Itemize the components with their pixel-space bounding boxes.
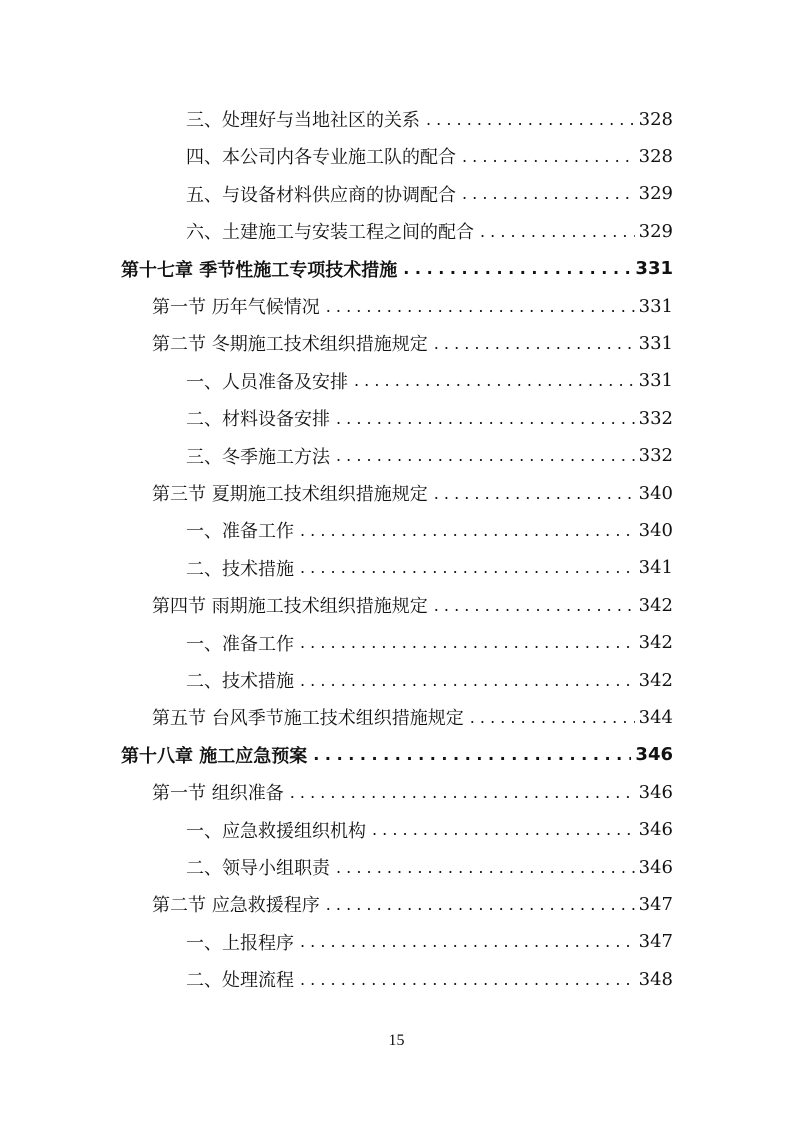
toc-leader-dots (300, 633, 635, 652)
toc-entry-page-number: 346 (635, 744, 673, 766)
toc-entry-page-number: 332 (638, 445, 673, 467)
toc-entry-page-number: 328 (638, 145, 673, 167)
toc-leader-dots (434, 484, 635, 503)
toc-leader-dots (462, 147, 635, 166)
toc-entry-page-number: 347 (638, 893, 673, 915)
toc-entry-title: 一、准备工作 (186, 633, 294, 655)
toc-leader-dots (300, 932, 635, 951)
toc-entry-title: 六、土建施工与安装工程之间的配合 (186, 222, 474, 244)
toc-entry-item (186, 104, 673, 134)
toc-entry-page-number: 348 (638, 968, 673, 990)
toc-entry-item (186, 216, 673, 246)
toc-entry-page-number: 342 (638, 594, 673, 616)
toc-entry-page-number: 347 (638, 931, 673, 953)
toc-entry-page-number: 341 (638, 557, 673, 579)
toc-entry-title: 一、应急救援组织机构 (186, 820, 366, 842)
toc-entry-page-number: 331 (638, 332, 673, 354)
toc-entry-title: 第一节 历年气候情况 (152, 297, 320, 318)
toc-entry-item (186, 964, 673, 994)
toc-entry-title: 第一节 组织准备 (152, 783, 284, 805)
toc-entry-item (186, 179, 673, 209)
toc-leader-dots (300, 671, 635, 690)
toc-entry-page-number: 331 (638, 295, 673, 317)
toc-entry-page-number: 332 (638, 407, 673, 429)
toc-entry-title: 二、技术措施 (186, 558, 294, 580)
toc-entry-title: 二、处理流程 (186, 970, 294, 992)
toc-entry-item (186, 141, 673, 171)
toc-entry-page-number: 331 (638, 370, 673, 392)
toc-leader-dots (354, 371, 635, 390)
toc-leader-dots (300, 521, 635, 540)
toc-entry-title: 三、处理好与当地社区的关系 (186, 110, 420, 131)
toc-entry-chapter (121, 740, 673, 770)
toc-entry-title: 二、材料设备安排 (186, 409, 330, 431)
toc-entry-item (186, 852, 673, 882)
toc-leader-dots (336, 858, 635, 877)
toc-entry-item (186, 927, 673, 957)
toc-entry-page-number: 346 (638, 781, 673, 803)
toc-entry-title: 三、冬季施工方法 (186, 446, 330, 468)
toc-entry-section (152, 777, 673, 807)
toc-entry-chapter (121, 254, 673, 284)
toc-entry-title: 第五节 台风季节施工技术组织措施规定 (152, 708, 464, 730)
toc-entry-item (186, 553, 673, 583)
toc-entry-page-number: 328 (638, 108, 673, 130)
toc-entry-section (152, 328, 673, 358)
toc-entry-title: 二、技术措施 (186, 671, 294, 692)
toc-entry-page-number: 329 (638, 183, 673, 205)
toc-entry-title: 第三节 夏期施工技术组织措施规定 (152, 484, 428, 505)
toc-leader-dots (300, 970, 635, 989)
toc-entry-page-number: 344 (638, 706, 673, 728)
toc-entry-page-number: 340 (638, 519, 673, 541)
toc-leader-dots (434, 596, 635, 615)
toc-entry-section (152, 590, 673, 620)
toc-entry-section (152, 889, 673, 919)
toc-leader-dots (480, 222, 635, 241)
toc-entry-title: 一、准备工作 (186, 521, 294, 543)
toc-entry-title: 四、本公司内各专业施工队的配合 (186, 147, 456, 169)
toc-leader-dots (300, 558, 635, 577)
toc-entry-title: 第十八章 施工应急预案 (121, 745, 308, 767)
toc-entry-section (152, 478, 673, 508)
toc-entry-page-number: 340 (638, 482, 673, 504)
toc-entry-item (186, 366, 673, 396)
toc-leader-dots (290, 783, 635, 802)
toc-entry-title: 第十七章 季节性施工专项技术措施 (121, 259, 398, 281)
toc-entry-title: 一、人员准备及安排 (186, 371, 348, 393)
toc-entry-item (186, 515, 673, 545)
toc-entry-page-number: 346 (638, 819, 673, 841)
toc-entry-title: 五、与设备材料供应商的协调配合 (186, 184, 456, 206)
toc-entry-item (186, 628, 673, 658)
toc-leader-dots (372, 820, 635, 839)
toc-leader-dots (336, 446, 635, 465)
toc-entry-title: 第二节 冬期施工技术组织措施规定 (152, 334, 428, 356)
toc-entry-page-number: 342 (638, 632, 673, 654)
toc-leader-dots (470, 708, 635, 727)
toc-entry-item (186, 665, 673, 695)
toc-leader-dots (403, 259, 631, 278)
toc-leader-dots (326, 297, 635, 316)
toc-entry-page-number: 331 (635, 258, 673, 280)
toc-entry-title: 二、领导小组职责 (186, 858, 330, 879)
toc-leader-dots (434, 334, 635, 353)
toc-entry-title: 第二节 应急救援程序 (152, 895, 320, 917)
toc-entry-item (186, 403, 673, 433)
toc-entry-section (152, 291, 673, 321)
toc-leader-dots (462, 184, 635, 203)
toc-entry-title: 第四节 雨期施工技术组织措施规定 (152, 596, 428, 618)
page-number: 15 (388, 1032, 405, 1049)
toc-entry-page-number: 346 (638, 856, 673, 878)
toc-entry-title: 一、上报程序 (186, 932, 294, 954)
toc-entry-page-number: 342 (638, 669, 673, 691)
toc-entry-section (152, 702, 673, 732)
toc-entry-page-number: 329 (638, 220, 673, 242)
toc-leader-dots (326, 895, 635, 914)
toc-entry-item (186, 441, 673, 471)
toc-leader-dots (336, 409, 635, 428)
toc-leader-dots (426, 110, 635, 129)
toc-entry-item (186, 815, 673, 845)
toc-leader-dots (313, 745, 631, 764)
